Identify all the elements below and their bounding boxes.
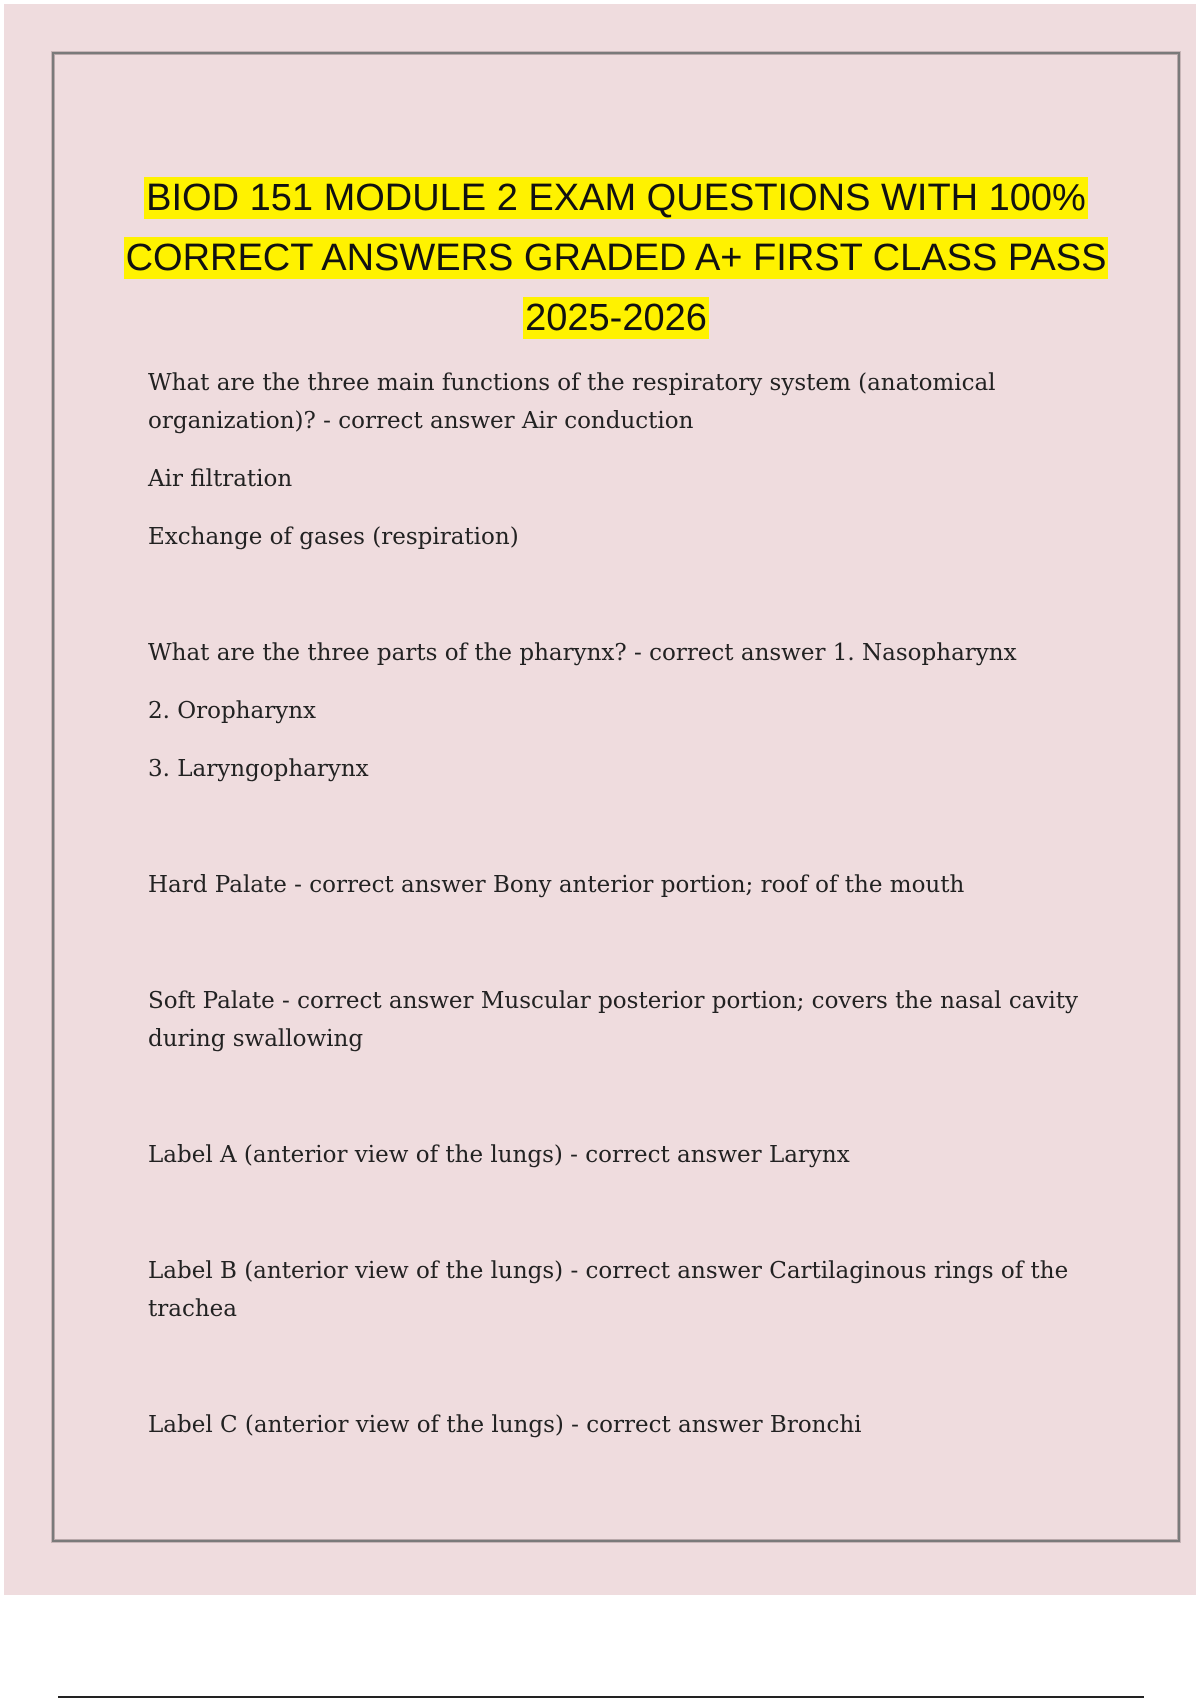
entry-spacer <box>148 904 1108 982</box>
qa-entry-3 <box>148 866 1108 904</box>
qa-question-7: Label C (anterior view of the lungs) - correct answer Bronchi <box>148 1412 862 1438</box>
qa-question-6: Label B (anterior view of the lungs) - correct answer Cartilaginous rings of the trachea <box>148 1258 1069 1322</box>
qa-entry-6 <box>148 1252 1108 1328</box>
entry-spacer <box>148 1174 1108 1252</box>
title-highlight: BIOD 151 MODULE 2 EXAM QUESTIONS WITH 100% CORRECT ANSWERS GRADED A+ FIRST CLASS PASS 2025-2026 <box>125 177 1107 339</box>
qa-list <box>148 364 1108 1444</box>
qa-question-3: Hard Palate - correct answer Bony anterior portion; roof of the mouth <box>148 872 965 898</box>
qa-answer-line: Exchange of gases (respiration) <box>148 524 519 550</box>
qa-answer-line: Air filtration <box>148 466 293 492</box>
footer-divider <box>58 1696 1144 1698</box>
qa-question-5: Label A (anterior view of the lungs) - correct answer Larynx <box>148 1142 850 1168</box>
entry-spacer <box>148 1058 1108 1136</box>
qa-entry-2 <box>148 634 1108 788</box>
qa-entry-1 <box>148 364 1108 556</box>
entry-spacer <box>148 788 1108 866</box>
qa-question-4: Soft Palate - correct answer Muscular posterior portion; covers the nasal cavity during swallowing <box>148 988 1078 1052</box>
qa-answer-line: 2. Oropharynx <box>148 698 316 724</box>
qa-answer-line: 3. Laryngopharynx <box>148 756 369 782</box>
qa-entry-7 <box>148 1406 1108 1444</box>
entry-spacer <box>148 1328 1108 1406</box>
qa-entry-4 <box>148 982 1108 1058</box>
document-title <box>100 168 1132 348</box>
entry-spacer <box>148 556 1108 634</box>
qa-question-2: What are the three parts of the pharynx? - correct answer 1. Nasopharynx <box>148 640 1017 666</box>
qa-entry-5 <box>148 1136 1108 1174</box>
qa-question-1: What are the three main functions of the respiratory system (anatomical organization)? - correct answer Air conduction <box>148 370 996 434</box>
